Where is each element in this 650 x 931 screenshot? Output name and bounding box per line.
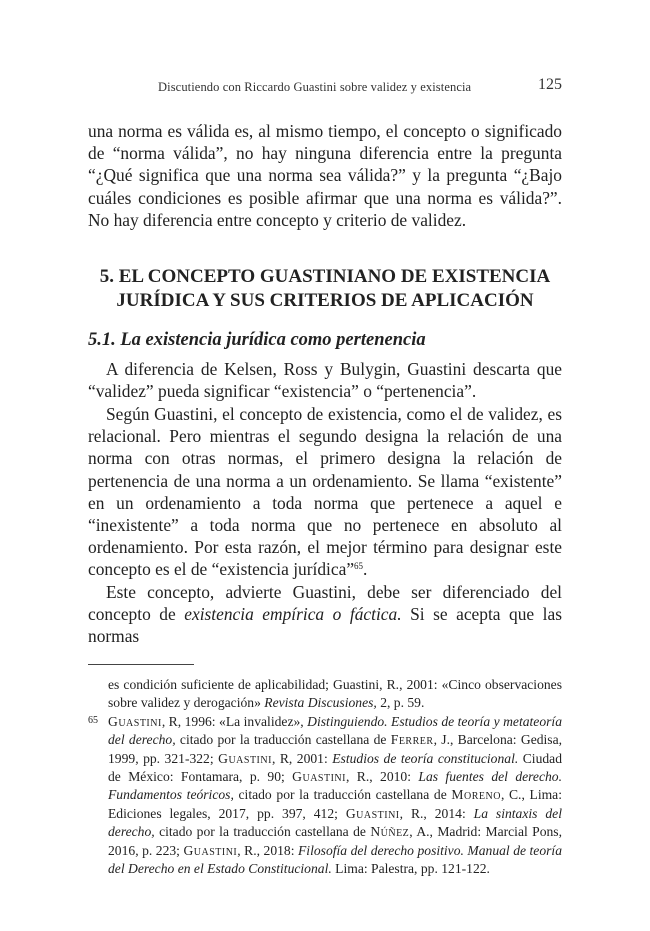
paragraph-text-emphasis: existencia empírica o fáctica.	[184, 604, 402, 625]
author-name: Guastini	[292, 769, 346, 785]
book-title: La sintaxis del derecho,	[108, 805, 562, 840]
paragraph-text-main: Según Guastini, el concepto de existencia, como el de validez, es relacional. Pero mientras el segundo designa la relación de una norma con otras normas, el primero designa la relación de pertenencia de una norma a un ordenamiento. Se llama “existente” en un ordenamiento a toda norma que pertenece a aquel e “inexistente” a toda norma que no pertenece en absoluto al ordenamiento. Por esta razón, el mejor término para designar este concepto es el de “existencia jurídica”	[88, 404, 562, 580]
paragraph-continuation	[88, 120, 562, 231]
footnote-reference[interactable]: 65	[354, 561, 364, 572]
translator-name: Núñez	[370, 824, 410, 840]
footnote-text: Ciudad de México: Fontamara, p. 90;	[108, 750, 563, 785]
author-name: Guastini	[108, 713, 162, 729]
translator-name: Ferrer	[390, 732, 434, 748]
footnote-text: 2, p. 59.	[376, 695, 425, 711]
footnotes	[88, 676, 562, 878]
book-title: Distinguiendo. Estudios de teoría y metateoría del derecho,	[108, 713, 562, 748]
paragraph-text	[88, 403, 562, 581]
paragraph-text-end: .	[363, 559, 368, 580]
footnote-text: , R., 2018:	[237, 842, 298, 858]
section-heading-line-1: 5. EL CONCEPTO GUASTINIANO DE EXISTENCIA	[99, 266, 551, 287]
footnote-divider	[88, 664, 194, 665]
paragraph-existence-relational	[88, 403, 562, 581]
running-title: Discutiendo con Riccardo Guastini sobre validez y existencia	[158, 80, 472, 94]
author-name: Guastini	[345, 805, 400, 821]
footnote-text: , J., Barcelona: Gedisa, 1999, pp. 321-322;	[108, 732, 563, 766]
paragraph-text	[88, 581, 562, 648]
running-header	[0, 76, 650, 96]
section-heading-line-2: JURÍDICA Y SUS CRITERIOS DE APLICACIÓN	[116, 290, 534, 311]
footnote-65	[88, 713, 562, 879]
paragraph-kelsen-ross-bulygin	[88, 358, 562, 402]
translator-name: Moreno	[451, 787, 501, 803]
paragraph-text: A diferencia de Kelsen, Ross y Bulygin, Guastini descarta que “validez” pueda significar “existencia” o “pertenencia”.	[88, 359, 562, 402]
book-title: Filosofía del derecho positivo. Manual de teoría del Derecho en el Estado Constitucional.	[108, 842, 563, 877]
footnote-text: , A., Madrid: Marcial Pons, 2016, p. 223;	[108, 824, 563, 858]
footnote-number: 65	[88, 714, 98, 726]
footnote-text: , R, 1996: «La invalidez»,	[161, 713, 308, 729]
footnote-text: , R., 2014:	[399, 805, 474, 821]
footnote-text: , R, 2001:	[271, 750, 333, 766]
footnote-continuation	[88, 676, 562, 713]
paragraph-text-end: Si se acepta que las normas	[88, 604, 562, 647]
paragraph-empirical-existence	[88, 581, 562, 648]
paragraph-text: una norma es válida es, al mismo tiempo, el concepto o significado de “norma válida”, no hay ninguna diferencia entre la pregunta “¿Qué significa que una norma sea válida?” y la pregunta “¿Bajo cuáles condiciones es posible afirmar que una norma es válida?”. No hay diferencia entre concepto y criterio de validez.	[88, 121, 562, 230]
book-title: Las fuentes del derecho. Fundamentos teóricos,	[108, 769, 562, 803]
footnote-text: citado por la traducción castellana de	[154, 824, 371, 840]
footnote-text: , C., Lima: Ediciones legales, 2017, pp. 397, 412;	[108, 787, 562, 821]
section-heading	[88, 265, 562, 313]
subsection-heading: 5.1. La existencia jurídica como pertenencia	[88, 330, 426, 350]
paragraph-text-start: Este concepto, advierte Guastini, debe ser diferenciado del concepto de	[88, 582, 562, 625]
footnote-text: es condición suficiente de aplicabilidad; Guastini, R., 2001: «Cinco observaciones sobre validez y derogación»	[108, 677, 562, 711]
page-number: 125	[538, 76, 562, 93]
author-name: Guastini	[218, 750, 272, 766]
book-title: Estudios de teoría constitucional.	[332, 750, 519, 766]
footnote-journal-title: Revista Discusiones,	[264, 695, 377, 711]
author-name: Guastini	[183, 842, 238, 858]
footnote-text: , R., 2010:	[345, 769, 419, 785]
footnote-text: citado por la traducción castellana de	[175, 732, 391, 748]
footnote-text: Lima: Palestra, pp. 121-122.	[331, 861, 490, 877]
footnote-text: citado por la traducción castellana de	[233, 787, 452, 803]
